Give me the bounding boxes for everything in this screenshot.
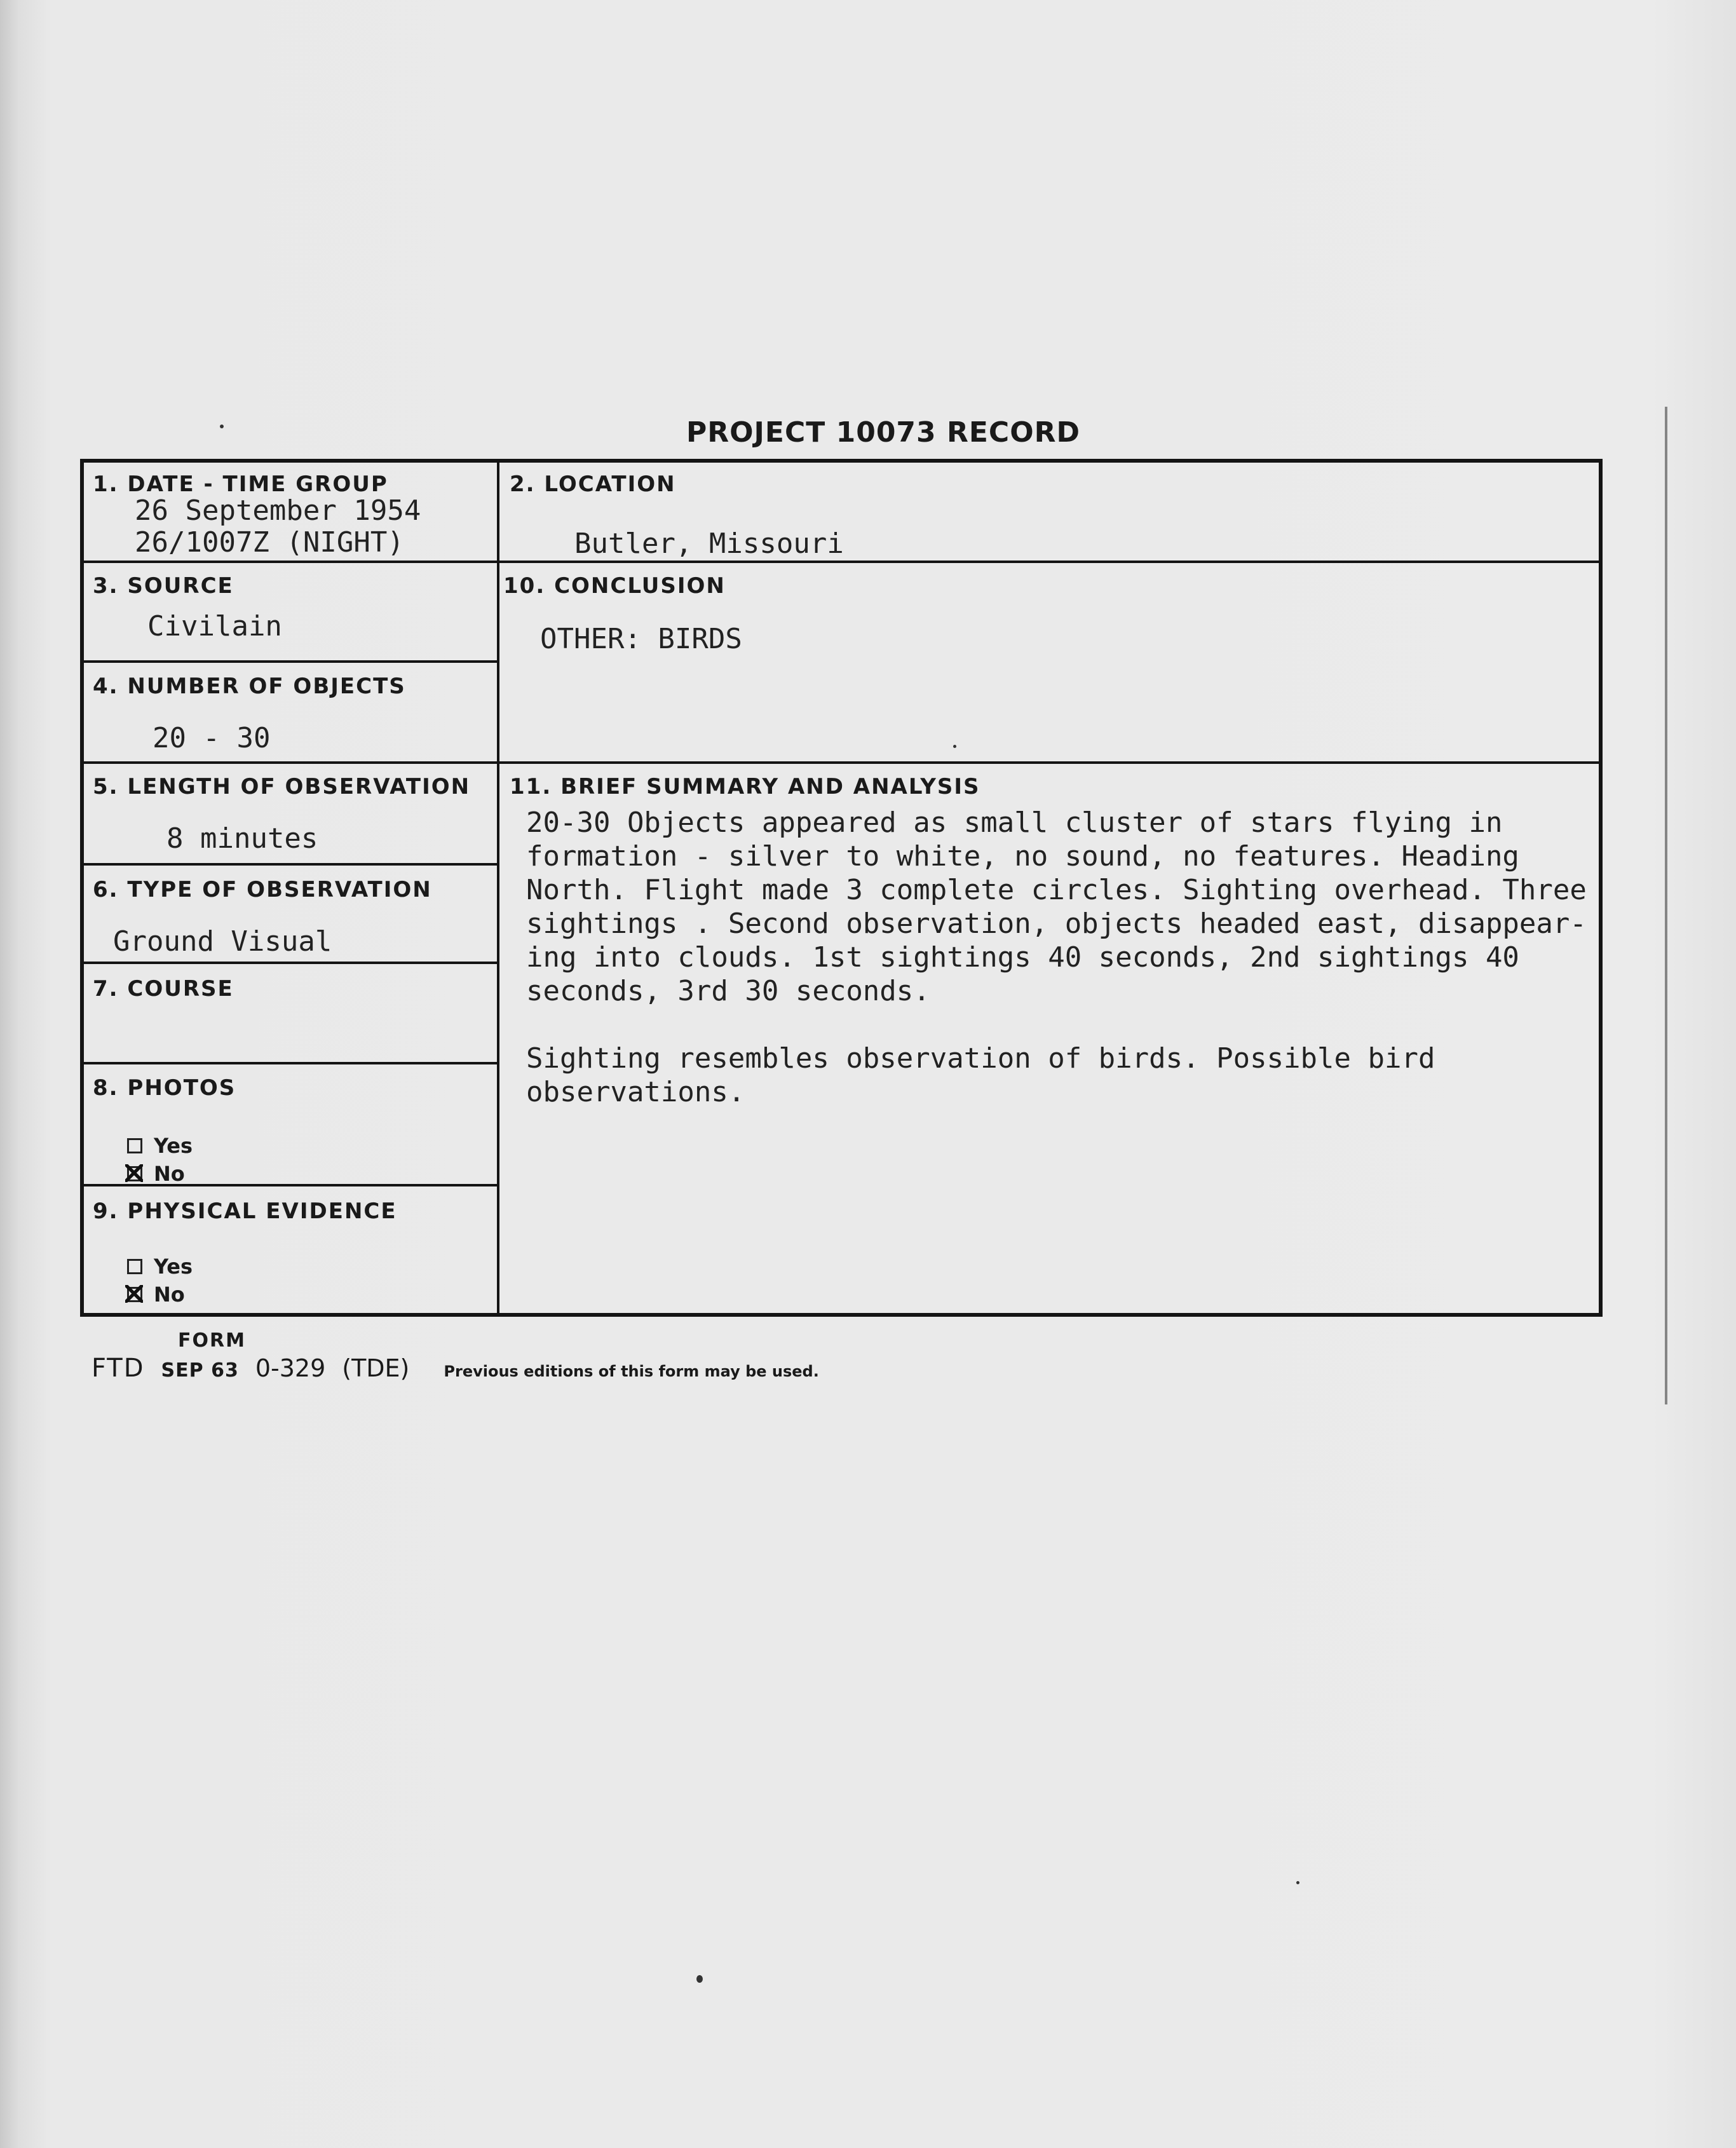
footer-code: (TDE) — [342, 1354, 410, 1382]
location-label: 2. LOCATION — [510, 472, 676, 497]
scan-speck — [696, 1975, 703, 1983]
length-of-observation-value: 8 minutes — [166, 822, 318, 855]
photos-no-checkbox[interactable] — [127, 1166, 142, 1181]
number-of-objects-label: 4. NUMBER OF OBJECTS — [93, 674, 406, 699]
footer-form-word: FORM — [178, 1329, 246, 1352]
type-of-observation-value: Ground Visual — [113, 925, 332, 958]
source-value: Civilain — [147, 610, 282, 642]
footer-form-number: 0-329 — [255, 1354, 326, 1382]
summary-label: 11. BRIEF SUMMARY AND ANALYSIS — [510, 774, 980, 799]
summary-line: seconds, 3rd 30 seconds. — [526, 975, 930, 1007]
photos-yes-option[interactable] — [127, 1134, 193, 1158]
summary-text — [526, 806, 1594, 1109]
footer-note: Previous editions of this form may be used. — [444, 1363, 819, 1380]
evidence-no-checkbox[interactable] — [127, 1287, 142, 1302]
footer-date: SEP 63 — [161, 1359, 239, 1382]
source-label: 3. SOURCE — [93, 573, 234, 599]
analysis-line: observations. — [526, 1076, 745, 1108]
physical-evidence-label: 9. PHYSICAL EVIDENCE — [93, 1199, 397, 1224]
evidence-yes-checkbox[interactable] — [127, 1259, 142, 1274]
date-time-label: 1. DATE - TIME GROUP — [93, 472, 388, 497]
photos-yes-label: Yes — [154, 1134, 193, 1158]
summary-line: ing into clouds. 1st sightings 40 seconds, 2nd sightings 40 — [526, 941, 1519, 974]
evidence-no-label: No — [154, 1282, 185, 1307]
row-divider-5 — [84, 962, 498, 964]
evidence-yes-option[interactable] — [127, 1254, 193, 1279]
time-group-value: 26/1007Z (NIGHT) — [135, 526, 404, 559]
length-of-observation-label: 5. LENGTH OF OBSERVATION — [93, 774, 471, 799]
page-edge-shadow — [1665, 407, 1667, 1404]
type-of-observation-label: 6. TYPE OF OBSERVATION — [93, 877, 432, 902]
form-footer — [92, 1354, 819, 1383]
summary-line: formation - silver to white, no sound, no features. Heading — [526, 840, 1519, 873]
paragraph-gap — [526, 1008, 1594, 1042]
footer-ftd: FTD — [92, 1354, 145, 1383]
summary-line: 20-30 Objects appeared as small cluster of stars flying in — [526, 806, 1503, 839]
conclusion-label: 10. CONCLUSION — [503, 573, 726, 599]
summary-line: sightings . Second observation, objects headed east, disappear- — [526, 907, 1587, 940]
row-divider-4 — [84, 863, 498, 866]
summary-line: North. Flight made 3 complete circles. Sighting overhead. Three — [526, 874, 1587, 906]
photos-no-label: No — [154, 1162, 185, 1186]
location-value: Butler, Missouri — [574, 527, 844, 560]
photos-label: 8. PHOTOS — [93, 1075, 236, 1101]
scan-speck — [953, 745, 956, 748]
row-divider-2 — [84, 660, 498, 663]
analysis-line: Sighting resembles observation of birds. Possible bird — [526, 1042, 1435, 1075]
scan-speck — [220, 425, 224, 428]
evidence-yes-label: Yes — [154, 1254, 193, 1279]
date-value: 26 September 1954 — [135, 494, 421, 527]
scan-speck — [1296, 1881, 1299, 1884]
course-label: 7. COURSE — [93, 976, 234, 1002]
record-form — [80, 459, 1603, 1317]
form-title: PROJECT 10073 RECORD — [686, 416, 1081, 449]
row-divider-3 — [84, 761, 1599, 764]
row-divider-6 — [84, 1062, 498, 1064]
number-of-objects-value: 20 - 30 — [153, 722, 271, 754]
evidence-no-option[interactable] — [127, 1282, 185, 1307]
photos-no-option[interactable] — [127, 1162, 185, 1186]
photos-yes-checkbox[interactable] — [127, 1138, 142, 1153]
conclusion-value: OTHER: BIRDS — [540, 623, 742, 655]
row-divider-1 — [84, 561, 1599, 563]
